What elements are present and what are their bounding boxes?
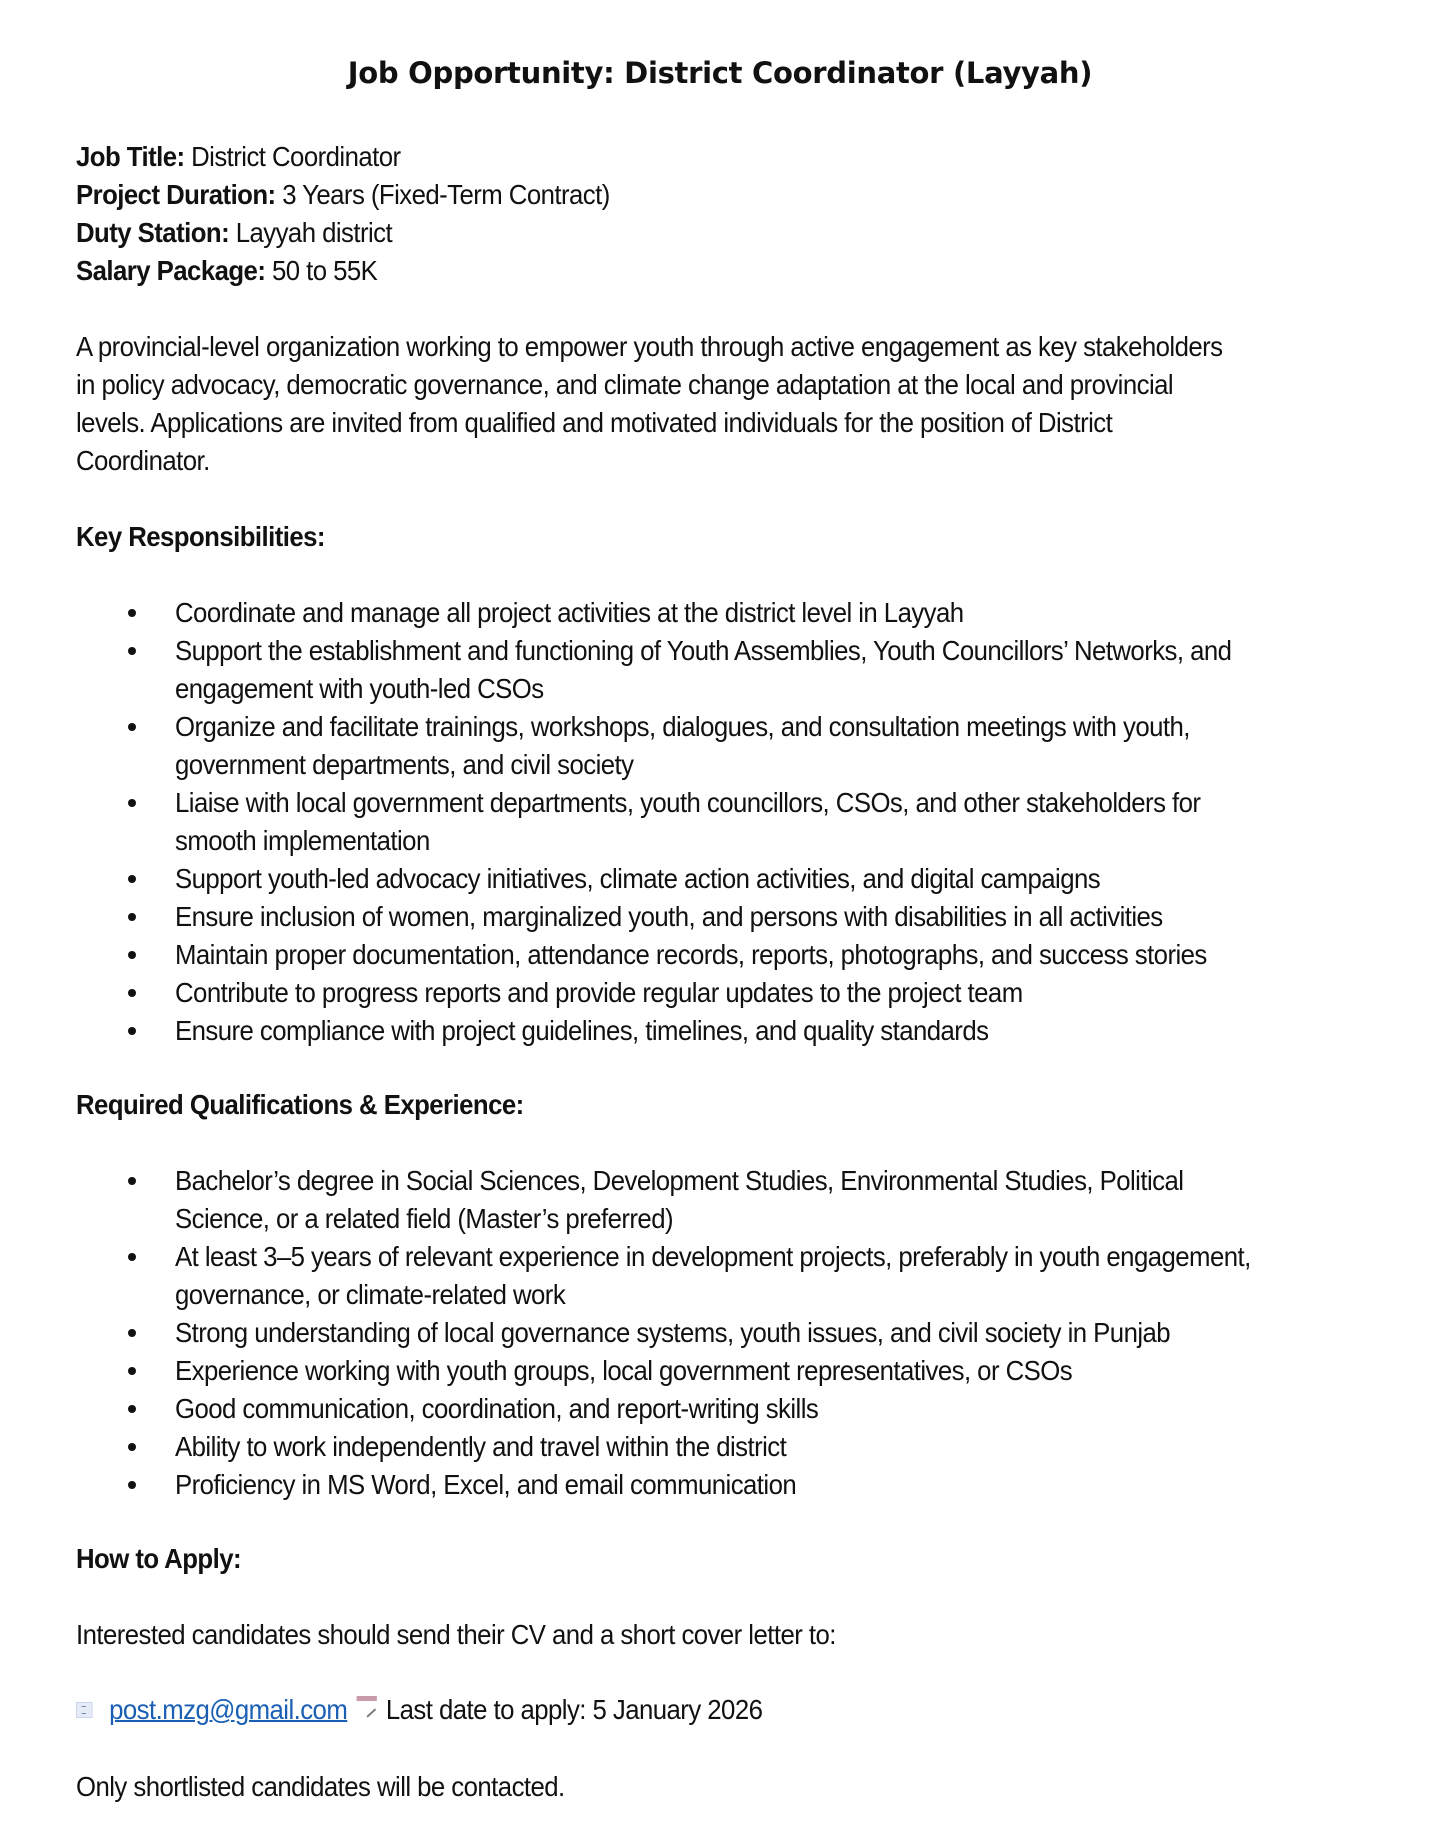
bullet-icon xyxy=(128,1027,136,1035)
list-item xyxy=(0,1352,1440,1390)
list-item xyxy=(0,1012,1440,1050)
bullet-icon xyxy=(128,1443,136,1451)
list-item xyxy=(0,1428,1440,1466)
contact-line xyxy=(76,1690,762,1730)
list-item xyxy=(0,632,1440,708)
list-item xyxy=(0,1466,1440,1504)
list-item-line: Ensure inclusion of women, marginalized youth, and persons with disabilities in all activities xyxy=(175,901,1163,932)
list-item-line: Bachelor’s degree in Social Sciences, Development Studies, Environmental Studies, Political xyxy=(175,1165,1184,1196)
bullet-icon xyxy=(128,1481,136,1489)
list-item-line: Support the establishment and functioning of Youth Assemblies, Youth Councillors’ Networks, and xyxy=(175,635,1232,666)
list-item-line: Liaise with local government departments, youth councillors, CSOs, and other stakeholders for xyxy=(175,787,1201,818)
list-item-line: Strong understanding of local governance systems, youth issues, and civil society in Punjab xyxy=(175,1317,1171,1348)
list-item xyxy=(0,936,1440,974)
meta-job-title xyxy=(76,138,1272,176)
intro-line: A provincial-level organization working to empower youth through active engagement as key stakeholders xyxy=(76,331,1223,362)
bullet-icon xyxy=(128,951,136,959)
meta-value: 3 Years (Fixed-Term Contract) xyxy=(282,179,610,210)
bullet-icon xyxy=(128,1367,136,1375)
bullet-icon xyxy=(128,1177,136,1185)
apply-instruction: Interested candidates should send their CV and a short cover letter to: xyxy=(76,1619,836,1650)
meta-salary-package xyxy=(76,252,1272,290)
qualifications-list xyxy=(0,1162,1440,1504)
list-item-line: Experience working with youth groups, local government representatives, or CSOs xyxy=(175,1355,1073,1386)
envelope-icon xyxy=(76,1702,93,1718)
list-item-line: Organize and facilitate trainings, workshops, dialogues, and consultation meetings with youth, xyxy=(175,711,1190,742)
bullet-icon xyxy=(128,1405,136,1413)
list-item-line: smooth implementation xyxy=(175,825,430,856)
list-item-line: Proficiency in MS Word, Excel, and email communication xyxy=(175,1469,797,1500)
bullet-icon xyxy=(128,1253,136,1261)
application-deadline: Last date to apply: 5 January 2026 xyxy=(385,1694,763,1725)
list-item-line: engagement with youth-led CSOs xyxy=(175,673,544,704)
meta-value: District Coordinator xyxy=(191,141,401,172)
calendar-icon xyxy=(356,1696,376,1724)
list-item xyxy=(0,898,1440,936)
bullet-icon xyxy=(128,799,136,807)
list-item-line: Ensure compliance with project guidelines, timelines, and quality standards xyxy=(175,1015,989,1046)
bullet-icon xyxy=(128,1329,136,1337)
document-title: Job Opportunity: District Coordinator (Layyah) xyxy=(347,56,1093,90)
list-item-line: Science, or a related field (Master’s preferred) xyxy=(175,1203,674,1234)
list-item-line: Ability to work independently and travel within the district xyxy=(175,1431,787,1462)
list-item xyxy=(0,1314,1440,1352)
list-item xyxy=(0,1390,1440,1428)
list-item xyxy=(0,1238,1440,1314)
list-item xyxy=(0,1162,1440,1238)
responsibilities-heading: Key Responsibilities: xyxy=(76,521,325,552)
meta-label: Duty Station: xyxy=(76,217,230,248)
list-item xyxy=(0,708,1440,784)
intro-line: in policy advocacy, democratic governance, and climate change adaptation at the local and provincial xyxy=(76,369,1174,400)
meta-duty-station xyxy=(76,214,1272,252)
meta-label: Job Title: xyxy=(76,141,185,172)
qualifications-heading: Required Qualifications & Experience: xyxy=(76,1089,524,1120)
how-to-apply-heading: How to Apply: xyxy=(76,1543,242,1574)
job-meta xyxy=(76,138,1376,290)
bullet-icon xyxy=(128,609,136,617)
list-item-line: Maintain proper documentation, attendance records, reports, photographs, and success stories xyxy=(175,939,1207,970)
list-item-line: Coordinate and manage all project activities at the district level in Layyah xyxy=(175,597,964,628)
list-item-line: Support youth-led advocacy initiatives, climate action activities, and digital campaigns xyxy=(175,863,1101,894)
list-item xyxy=(0,594,1440,632)
meta-project-duration xyxy=(76,176,1272,214)
intro-line: levels. Applications are invited from qualified and motivated individuals for the position of District xyxy=(76,407,1113,438)
bullet-icon xyxy=(128,647,136,655)
list-item xyxy=(0,860,1440,898)
list-item-line: Good communication, coordination, and report-writing skills xyxy=(175,1393,819,1424)
intro-line: Coordinator. xyxy=(76,445,210,476)
meta-label: Salary Package: xyxy=(76,255,266,286)
bullet-icon xyxy=(128,913,136,921)
meta-value: 50 to 55K xyxy=(271,255,378,286)
bullet-icon xyxy=(128,989,136,997)
email-link[interactable]: post.mzg@gmail.com xyxy=(109,1694,348,1725)
meta-value: Layyah district xyxy=(235,217,393,248)
bullet-icon xyxy=(128,723,136,731)
intro-paragraph xyxy=(76,328,1440,480)
meta-label: Project Duration: xyxy=(76,179,276,210)
list-item xyxy=(0,784,1440,860)
bullet-icon xyxy=(128,875,136,883)
list-item-line: governance, or climate-related work xyxy=(175,1279,566,1310)
list-item-line: At least 3–5 years of relevant experience in development projects, preferably in youth engagement, xyxy=(175,1241,1251,1272)
list-item xyxy=(0,974,1440,1012)
list-item-line: government departments, and civil society xyxy=(175,749,634,780)
shortlist-note: Only shortlisted candidates will be contacted. xyxy=(76,1771,565,1802)
responsibilities-list xyxy=(0,594,1440,1050)
list-item-line: Contribute to progress reports and provide regular updates to the project team xyxy=(175,977,1023,1008)
